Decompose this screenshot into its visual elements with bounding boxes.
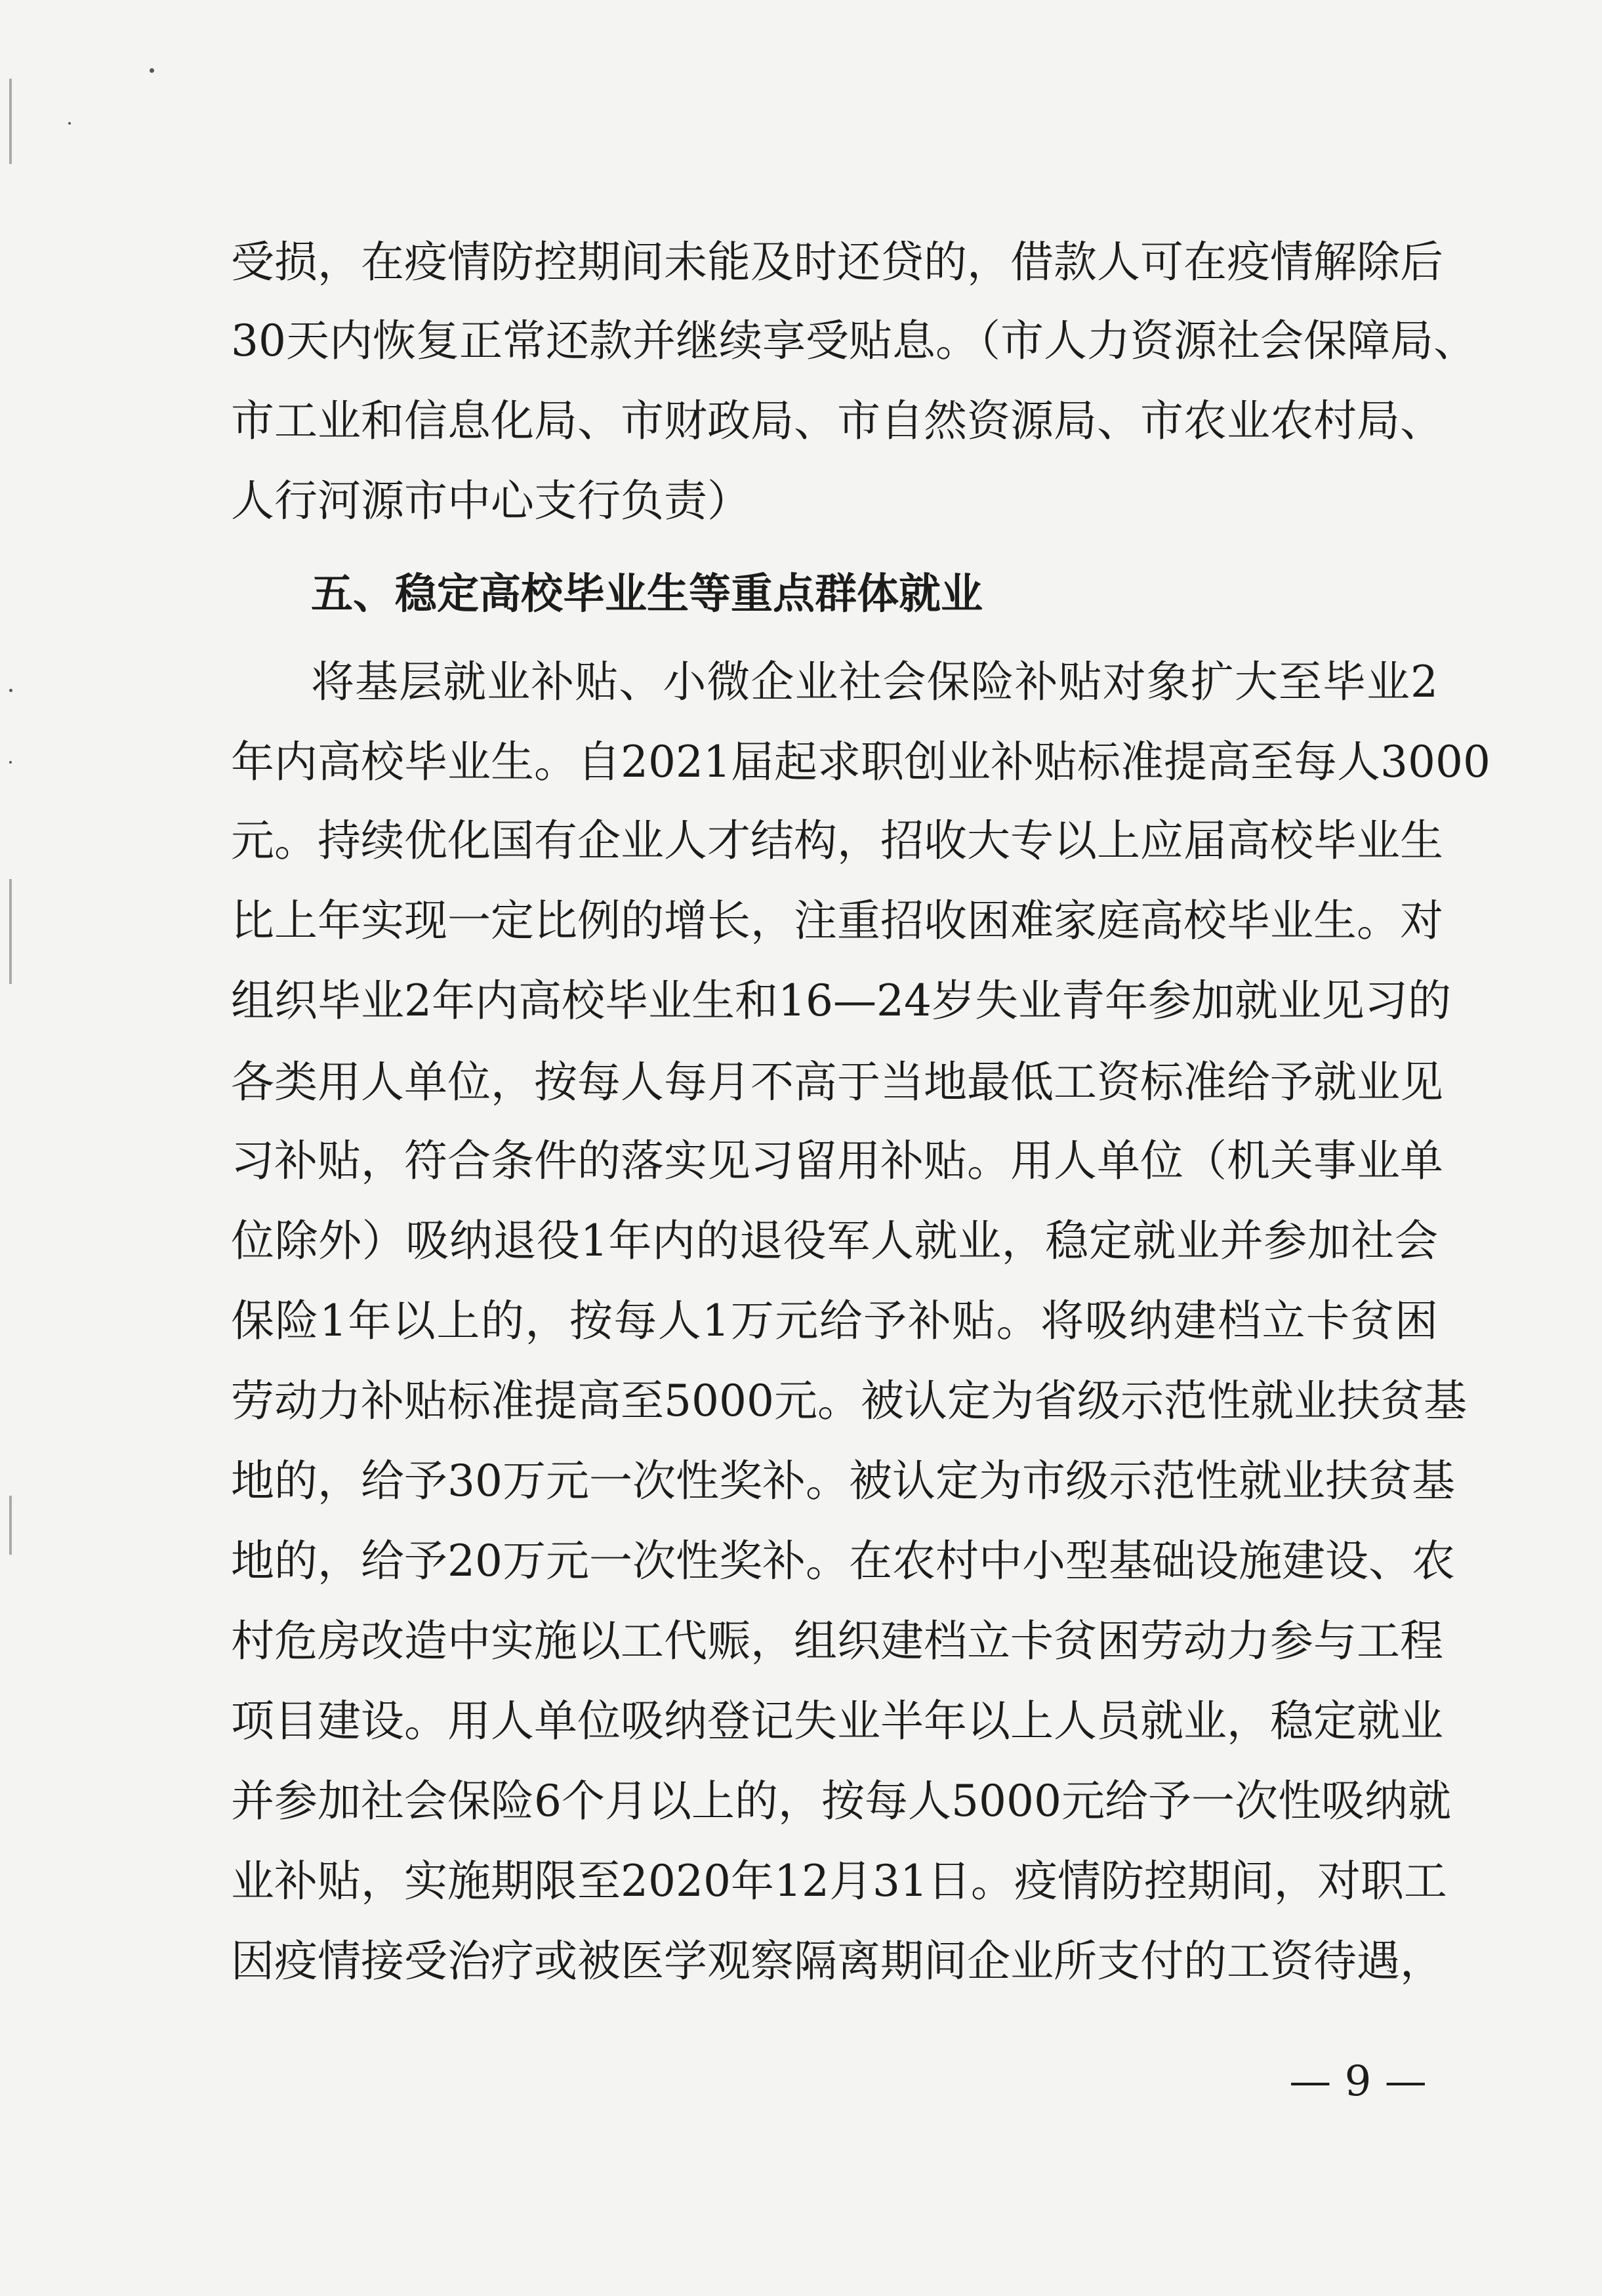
body-text-line: 因疫情接受治疗或被医学观察隔离期间企业所支付的工资待遇，	[231, 1936, 1443, 1986]
body-text-line: 受损，在疫情防控期间未能及时还贷的，借款人可在疫情解除后	[231, 237, 1443, 287]
body-text-line: 村危房改造中实施以工代赈，组织建档立卡贫困劳动力参与工程	[231, 1616, 1443, 1666]
body-text-line: 地的，给予30万元一次性奖补。被认定为市级示范性就业扶贫基	[231, 1456, 1455, 1506]
body-text-line: 地的，给予20万元一次性奖补。在农村中小型基础设施建设、农	[231, 1536, 1455, 1586]
body-text-line: 元。持续优化国有企业人才结构，招收大专以上应届高校毕业生	[231, 815, 1443, 866]
body-text-line: 30天内恢复正常还款并继续享受贴息。（市人力资源社会保障局、	[231, 316, 1477, 366]
body-text-line: 业补贴，实施期限至2020年12月31日。疫情防控期间，对职工	[231, 1856, 1447, 1906]
scan-binding-mark	[9, 1496, 12, 1555]
scan-speck	[150, 68, 154, 73]
body-text-line: 组织毕业2年内高校毕业生和16—24岁失业青年参加就业见习的	[231, 975, 1451, 1026]
page-number: — 9 —	[1289, 2057, 1427, 2106]
scan-speck	[68, 122, 71, 125]
body-text-line: 并参加社会保险6个月以上的，按每人5000元给予一次性吸纳就	[231, 1776, 1451, 1826]
body-text-line: 位除外）吸纳退役1年内的退役军人就业，稳定就业并参加社会	[231, 1216, 1438, 1266]
body-text-line: 将基层就业补贴、小微企业社会保险补贴对象扩大至毕业2	[311, 657, 1438, 707]
body-text-line: 各类用人单位，按每人每月不高于当地最低工资标准给予就业见	[231, 1057, 1443, 1107]
body-text-line: 人行河源市中心支行负责）	[231, 476, 750, 526]
body-text-line: 习补贴，符合条件的落实见习留用补贴。用人单位（机关事业单	[231, 1136, 1443, 1186]
body-text-line: 劳动力补贴标准提高至5000元。被认定为省级示范性就业扶贫基	[231, 1376, 1467, 1426]
scan-speck	[9, 689, 12, 692]
scan-speck	[9, 761, 12, 764]
body-text-line: 项目建设。用人单位吸纳登记失业半年以上人员就业，稳定就业	[231, 1696, 1443, 1746]
scan-binding-mark	[9, 879, 12, 984]
body-text-line: 保险1年以上的，按每人1万元给予补贴。将吸纳建档立卡贫困	[231, 1296, 1438, 1346]
body-text-line: 比上年实现一定比例的增长，注重招收困难家庭高校毕业生。对	[231, 895, 1443, 946]
scan-binding-mark	[9, 79, 12, 164]
body-text-line: 市工业和信息化局、市财政局、市自然资源局、市农业农村局、	[231, 396, 1443, 446]
body-text-line: 年内高校毕业生。自2021届起求职创业补贴标准提高至每人3000	[231, 737, 1490, 787]
section-heading: 五、稳定高校毕业生等重点群体就业	[311, 570, 983, 619]
